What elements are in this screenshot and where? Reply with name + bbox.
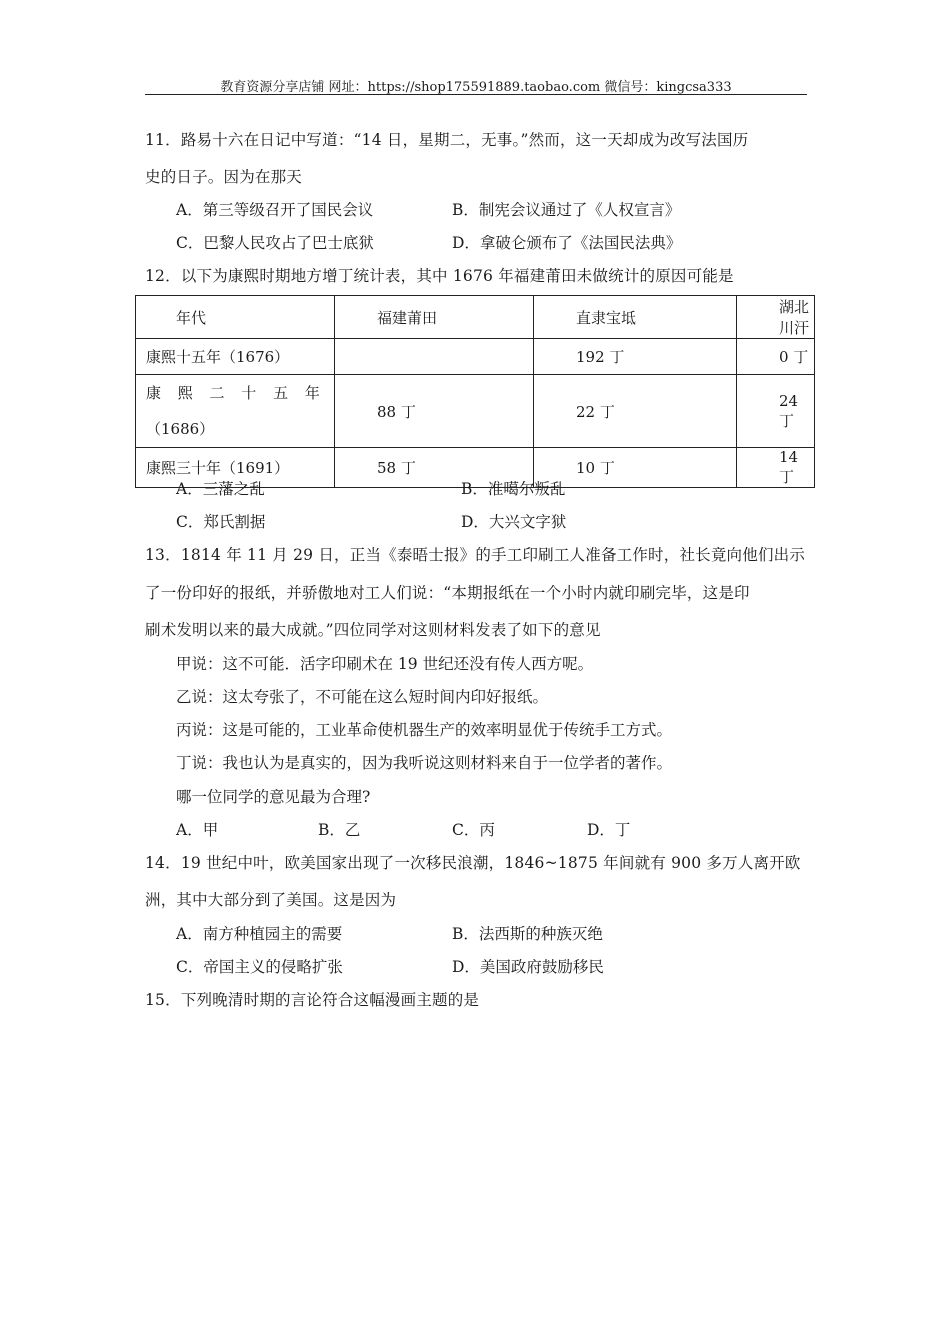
table-cell: 10 丁 — [534, 448, 737, 488]
header-rule — [145, 94, 807, 95]
table-header-cell: 年代 — [136, 296, 335, 339]
q14-option-c: C．帝国主义的侵略扩张 — [176, 958, 343, 976]
q13-stem-line3: 刷术发明以来的最大成就。”四位同学对这则材料发表了如下的意见 — [145, 621, 601, 639]
table-header-row — [136, 296, 815, 339]
table-cell: 0 丁 — [737, 339, 815, 375]
q13-view-yi: 乙说：这太夸张了，不可能在这么短时间内印好报纸。 — [176, 688, 549, 706]
q11-option-b: B．制宪会议通过了《人权宣言》 — [452, 201, 681, 219]
q13-view-ding: 丁说：我也认为是真实的，因为我听说这则材料来自于一位学者的著作。 — [176, 754, 673, 772]
table-cell — [136, 375, 335, 448]
q13-question: 哪一位同学的意见最为合理? — [176, 788, 371, 806]
q11-option-d: D．拿破仑颁布了《法国民法典》 — [452, 234, 682, 252]
table-cell: 14 丁 — [737, 448, 815, 488]
q12-option-b: B．准噶尔叛乱 — [461, 480, 566, 498]
q14-stem-line1: 14．19 世纪中叶，欧美国家出现了一次移民浪潮，1846~1875 年间就有 900 多万人离开欧 — [145, 854, 801, 872]
q15-stem: 15．下列晚清时期的言论符合这幅漫画主题的是 — [145, 991, 480, 1009]
table-cell: 康熙十五年（1676） — [136, 339, 335, 375]
table-cell: 康熙三十年（1691） — [136, 448, 335, 488]
q13-option-b: B．乙 — [318, 821, 361, 839]
q11-stem-line1: 11．路易十六在日记中写道：“14 日，星期二，无事。”然而，这一天却成为改写法国历 — [145, 131, 749, 149]
q14-option-d: D．美国政府鼓励移民 — [452, 958, 604, 976]
population-table — [135, 295, 815, 488]
q13-view-bing: 丙说：这是可能的，工业革命使机器生产的效率明显优于传统手工方式。 — [176, 721, 673, 739]
q13-option-c: C．丙 — [452, 821, 495, 839]
q14-option-b: B．法西斯的种族灭绝 — [452, 925, 603, 943]
q12-option-d: D．大兴文字狱 — [461, 513, 567, 531]
table-cell: 192 丁 — [534, 339, 737, 375]
q12-option-a: A．三藩之乱 — [176, 480, 265, 498]
q13-option-a: A．甲 — [176, 821, 219, 839]
table-header-cell: 湖北川汗 — [737, 296, 815, 339]
table-cell: 22 丁 — [534, 375, 737, 448]
table-cell: 58 丁 — [335, 448, 534, 488]
table-cell-line: 康 熙 二 十 五 年 — [146, 384, 326, 402]
table-header-cell: 直隶宝坻 — [534, 296, 737, 339]
table-cell — [335, 339, 534, 375]
q13-option-d: D．丁 — [587, 821, 631, 839]
q11-option-c: C．巴黎人民攻占了巴士底狱 — [176, 234, 374, 252]
table-row — [136, 339, 815, 375]
q12-option-c: C．郑氏割据 — [176, 513, 266, 531]
table-cell: 24 丁 — [737, 375, 815, 448]
q12-stem: 12．以下为康熙时期地方增丁统计表，其中 1676 年福建莆田未做统计的原因可能是 — [145, 267, 734, 285]
table-cell: 88 丁 — [335, 375, 534, 448]
q11-stem-line2: 史的日子。因为在那天 — [145, 168, 303, 186]
q13-stem-line2: 了一份印好的报纸，并骄傲地对工人们说：“本期报纸在一个小时内就印刷完毕，这是印 — [145, 584, 750, 602]
q14-stem-line2: 洲，其中大部分到了美国。这是因为 — [145, 891, 397, 909]
table-cell-line: （1686） — [146, 420, 215, 438]
q14-option-a: A．南方种植园主的需要 — [176, 925, 343, 943]
q11-option-a: A．第三等级召开了国民会议 — [176, 201, 374, 219]
table-header-cell: 福建莆田 — [335, 296, 534, 339]
q13-view-jia: 甲说：这不可能．活字印刷术在 19 世纪还没有传人西方呢。 — [176, 655, 594, 673]
q13-stem-line1: 13．1814 年 11 月 29 日，正当《泰晤士报》的手工印刷工人准备工作时，社长竟向他们出示 — [145, 546, 806, 564]
page-header: 教育资源分享店铺 网址：https://shop175591889.taobao.com 微信号：kingcsa333 — [220, 80, 732, 95]
table-row — [136, 375, 815, 448]
